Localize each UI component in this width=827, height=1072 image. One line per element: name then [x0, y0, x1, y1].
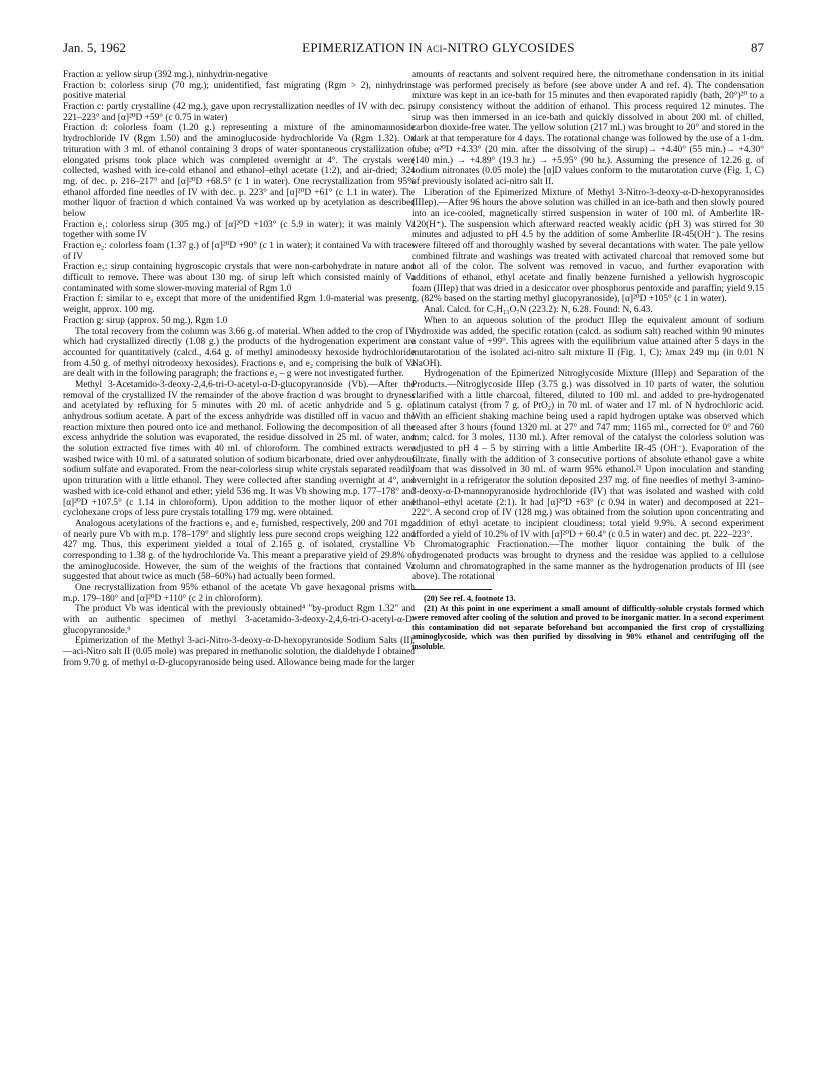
section-paragraph: Hydrogenation of the Epimerized Nitroglycoside Mixture (IIIep) and Separation of the Products.—Nitroglycoside IIIep (3.75 g.) was dissolved in 10 parts of water, the solution clarified with a little charcoal, filtered, diluted to 100 ml. and added to pre-hydrogenated platinum catalyst (from 7 g. of PtO₂) in 70 ml. of water and 17 ml. of N hydrochloric acid. With an efficient shaking machine being used a rapid hydrogen uptake was observed which ceased after 3 hours (found 1320 ml. at 27° and 747 mm; 1165 ml., corrected for 0° and 760 mm; calcd. for 3 moles, 1130 ml.). After removal of the catalyst the colorless solution was adjusted to pH 4 – 5 by stirring with a little Amberlite IR-45 (OH⁻). Evaporation of the filtrate, finally with the addition of 3 consecutive portions of absolute ethanol gave a white foam that was dissolved in 30 ml. of warm 95% ethanol.²¹ Upon inoculation and standing overnight in a refrigerator the solution deposited 237 mg. of fine needles of methyl 3-amino-3-deoxy-α-D-mannopyranoside hydrochloride (IV) that was isolated and washed with cold ethanol–ethyl acetate (2:1). It had [α]²⁰D +63° (c 0.94 in water) and decomposed at 221–222°. A second crop of IV (128 mg.) was obtained from the solution upon concentrating and addition of ethyl acetate to incipient cloudiness; total yield 9.9%. A second experiment afforded a yield of 10.2% of IV with [α]²⁰D + 60.4° (c 0.5 in water) and dec. pt. 222–223°. — [412, 369, 764, 540]
page-number: 87 — [750, 40, 764, 55]
right-column — [412, 70, 764, 652]
header-date: Jan. 5, 1962 — [63, 40, 126, 55]
section-paragraph: Liberation of the Epimerized Mixture of Methyl 3-Nitro-3-deoxy-α-D-hexopyranosides (IIIep).—After 96 hours the above solution was chilled in an ice-bath and then slowly poured into an ice-cooled, magnetically stirred suspension in water of 100 ml. of Amberlite IR-120(H⁺). The suspension which afterward reacted weakly acidic (pH 3) was stirred for 30 minutes and adjusted to pH 4.5 by the addition of some Amberlite IR-45(OH⁻). The resins were filtered off and thoroughly washed by several decantations with water. The pale yellow combined filtrate and washings was treated with activated charcoal that removed some but not all of the color. The solvent was removed in vacuo, and further evaporation with additions of ethanol, ethyl acetate and finally benzene furnished a yellowish hygroscopic foam (IIIep) that was dried in a desiccator over phosphorus pentoxide and paraffin; yield 9.15 g. (82% based on the starting methyl glucopyranoside), [α]²⁰D +105° (c 1 in water). — [412, 187, 764, 305]
paragraph: Fraction g: sirup (approx. 50 mg.), Rgm 1.0 — [63, 315, 228, 326]
paragraph: Fraction e₃: sirup containing hygroscopic crystals that were non-carbohydrate in nature and difficult to remove. There was about 130 mg. of sirup left which consisted mainly of Va contaminated with some slower-moving material of Rgm 1.0 — [63, 262, 415, 294]
paragraph: Fraction e₂: colorless foam (1.37 g.) of [α]²⁰D +90° (c 1 in water); it contained Va with traces of IV — [63, 241, 415, 262]
paragraph: amounts of reactants and solvent required here, the nitromethane condensation in its initial stage was performed precisely as before (see above under A and ref. 4). The condensation mixture was kept in an ice-bath for 15 minutes and then evaporated rapidly (bath, 20°)²⁰ to a sirupy consistency without the addition of ethanol. This process required 12 minutes. The sirup was then immersed in an ice-bath and quickly dissolved in about 200 ml. of chilled, carbon dioxide-free water. The yellow solution (217 ml.) was brought to 20° and stored in the dark at that temperature for 4 days. The rotational change was followed by the use of a 1-dm. tube; α²⁰D +4.33° (20 min. after the dissolving of the sirup)→ +4.40° (55 min.)→ +4.30° (140 min.) → +4.89° (19.3 hr.) → +5.95° (90 hr.). Assuming the presence of 12.26 g. of sodium nitronates (0.05 mole) the [α]D values conform to the mutarotation curve (Fig. 1, C) of previously isolated aci-nitro salt II. — [412, 70, 764, 187]
paragraph: Fraction f: similar to e₃ except that more of the unidentified Rgm 1.0-material was present; weight, approx. 100 mg. — [63, 294, 415, 316]
paragraph: Fraction c: partly crystalline (42 mg.), gave upon recrystallization needles of IV with dec. p. 221–223° and [α]²⁰D +59° (c 0.75 in water) — [63, 102, 415, 123]
footnote: (21) At this point in one experiment a small amount of difficultly-soluble crystals formed which were removed after cooling of the solution and proved to be inorganic matter. In a second experiment this contamination did not separate beforehand but accompanied the first crop of crystallizing aminoglycoside, which was then purified by dissolving in 90% ethanol and centrifuging off the insoluble. — [412, 603, 764, 651]
paragraph: Fraction b: colorless sirup (70 mg.); unidentified, fast migrating (Rgm > 2), ninhydrin-positive material — [63, 80, 415, 102]
footnote-divider — [412, 589, 492, 590]
paragraph: The total recovery from the column was 3.66 g. of material. When added to the crop of IV which had crystallized directly (1.08 g.) the products of the hydrogenation experiment are accounted for quantitatively (calcd., 4.64 g. of methyl aminodeoxy hexoside hydrochloride from 4.50 g. of methyl nitrodeoxy hexosides). Fractions e₁ and e₂ comprising the bulk of Va are dealt with in the following paragraph; the fractions e₃ – g were not investigated further. — [63, 326, 415, 380]
paragraph: Analogous acetylations of the fractions e₁ and e₂ furnished, respectively, 200 and 701 mg. of nearly pure Vb with m.p. 178–179° and slightly less pure second crops weighing 122 and 427 mg. Thus, this experiment yielded a total of 2.165 g. of isolated, crystalline Vb corresponding to 1.38 g. of the hydrochloride Va. This meant a preparative yield of 29.8% of the aminoglucoside. However, the sum of the weights of the fractions that contained Va suggested that about twice as much (58–60%) had actually been formed. — [63, 518, 415, 583]
paragraph: When to an aqueous solution of the product IIIep the equivalent amount of sodium hydroxide was added, the specific rotation (calcd. as sodium salt) reached within 90 minutes a constant value of +99°. This agrees with the equilibrium value attained after 5 days in the mutarotation of the isolated aci-nitro salt mixture II (Fig. 1, C); λmax 249 mμ (in 0.01 N NaOH). — [412, 315, 764, 369]
paragraph: One recrystallization from 95% ethanol of the acetate Vb gave hexagonal prisms with m.p. 179–180° and [α]²⁰D +110° (c 2 in chloroform). — [63, 583, 415, 604]
section-paragraph: Epimerization of the Methyl 3-aci-Nitro-3-deoxy-α-D-hexopyranoside Sodium Salts (II).—aci-Nitro salt II (0.05 mole) was prepared in methanolic solution, the dialdehyde I obtained from 9.70 g. of methyl α-D-glucopyranoside being used. Allowance being made for the larger — [63, 636, 415, 668]
paragraph: Anal. Calcd. for C₇H₁₃O₇N (223.2): N, 6.28. Found: N, 6.43. — [424, 305, 653, 316]
footnote: (20) See ref. 4, footnote 13. — [424, 594, 516, 603]
paragraph: Fraction a: yellow sirup (392 mg.), ninhydrin-negative — [63, 70, 268, 80]
header-title: EPIMERIZATION IN aci-NITRO GLYCOSIDES — [302, 40, 575, 55]
section-paragraph: Methyl 3-Acetamido-3-deoxy-2,4,6-tri-O-acetyl-α-D-glucopyranoside (Vb).—After the removal of the crystallized IV the remainder of the above fraction d was brought to dryness and acetylated by refluxing for 5 minutes with 20 ml. of acetic anhydride and 5 g. of anhydrous sodium acetate. A part of the excess anhydride was distilled off in vacuo and the reaction mixture then poured onto ice and methanol. Following the decomposition of all the excess anhydride the solution was evaporated, the residue dissolved in 25 ml. of water, and the solution extracted five times with 40 ml. of chloroform. The combined extracts were washed twice with 10 ml. of a saturated solution of sodium bicarbonate, dried over anhydrous sodium sulfate and evaporated. From the near-colorless sirup white crystals separated readily upon trituration with a little ethanol. They were collected after standing overnight at 4°, and washed with ice-cold ethanol and ether; yield 536 mg. It was Vb showing m.p. 177–178° and [α]²⁰D +107.5° (c 1.14 in chloroform). Upon addition to the mother liquor of ether and cyclohexane crops of less pure crystals totalling 179 mg. were obtained. — [63, 379, 415, 519]
running-header — [63, 40, 764, 58]
paragraph: Fraction d: colorless foam (1.20 g.) representing a mixture of the aminomannoside hydrochloride IV (Rgm 1.50) and the aminoglucoside hydrochloride Va (Rgm 1.32). On trituration with 3 ml. of ethanol containing 3 drops of water spontaneous crystallization of elongated prisms took place which was completed overnight at 4°. The crystals were collected, washed with ice-cold ethanol and ethanol–ethyl acetate (1:2), and air-dried; 324 mg. of dec. p. 216–217° and [α]²⁰D +68.5° (c 1 in water). One recrystallization from 95% ethanol afforded fine needles of IV with dec. p. 223° and [α]²⁰D +61° (c 1.1 in water). The mother liquor of fraction d which contained Va was worked up by acetylation as described below — [63, 123, 415, 219]
footnotes — [412, 594, 764, 652]
left-column — [63, 70, 415, 669]
section-paragraph: Chromatographic Fractionation.—The mother liquor containing the bulk of the hydrogenated products was brought to dryness and the residue was applied to a cellulose column and chromatographed in the same manner as the hydrogenation products of III (see above). The rotational — [412, 540, 764, 583]
paragraph: The product Vb was identical with the previously obtained⁴ "by-product Rgm 1.32" and with an authentic specimen of methyl 3-acetamido-3-deoxy-2,4,6-tri-O-acetyl-α-D-glucopyranoside.⁹ — [63, 604, 415, 636]
paragraph: Fraction e₁: colorless sirup (305 mg.) of [α]²⁰D +103° (c 5.9 in water); it was mainly Va together with some IV — [63, 219, 415, 241]
